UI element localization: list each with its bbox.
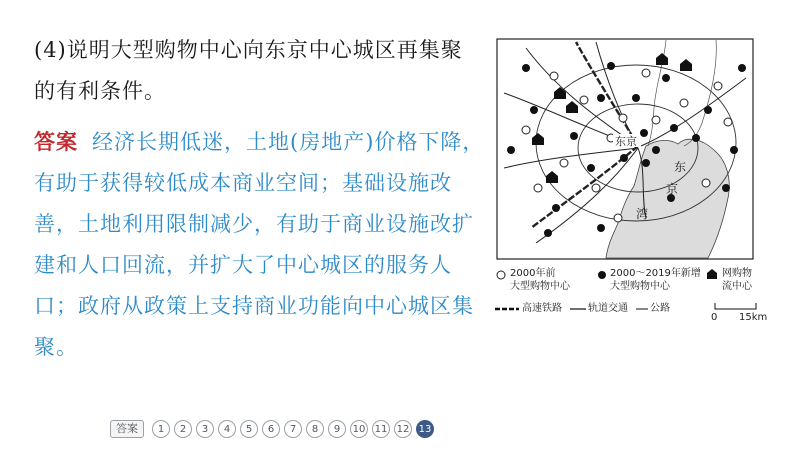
legend-pre2000-line2: 大型购物中心 bbox=[510, 281, 570, 292]
bay-char-3: 湾 bbox=[636, 207, 649, 221]
answer-block bbox=[34, 121, 489, 368]
answer-tag: 答案 bbox=[34, 129, 78, 154]
bay-char-1: 东 bbox=[674, 160, 687, 174]
hsr-line-icon bbox=[495, 305, 519, 313]
warehouse-icon bbox=[706, 268, 718, 280]
page-button-6[interactable]: 6 bbox=[262, 420, 280, 438]
page-button-12[interactable]: 12 bbox=[394, 420, 412, 438]
page-button-11[interactable]: 11 bbox=[372, 420, 390, 438]
legend-hsr: 高速铁路 bbox=[522, 303, 562, 314]
rail-line-icon bbox=[570, 305, 586, 313]
page-navigator bbox=[110, 419, 434, 439]
page-button-1[interactable]: 1 bbox=[152, 420, 170, 438]
legend-pre2000-line1: 2000年前 bbox=[510, 268, 556, 279]
road-line-icon bbox=[636, 305, 648, 313]
bay-char-2: 京 bbox=[666, 182, 679, 196]
answer-text: 经济长期低迷，土地(房地产)价格下降，有助于获得较低成本商业空间；基础设施改善，土地利用限制减少，有助于商业设施改扩建和人口回流，并扩大了中心城区的服务人口；政府从政策上支持商业功能向中心城区集聚。 bbox=[34, 130, 485, 359]
tokyo-map bbox=[496, 38, 754, 260]
city-label: 东京 bbox=[615, 135, 637, 148]
filled-circle-icon bbox=[596, 269, 608, 281]
page-button-4[interactable]: 4 bbox=[218, 420, 236, 438]
page-button-5[interactable]: 5 bbox=[240, 420, 258, 438]
page-button-8[interactable]: 8 bbox=[306, 420, 324, 438]
legend-road: 公路 bbox=[650, 303, 670, 314]
page-button-13-active[interactable]: 13 bbox=[416, 420, 434, 438]
map-legend bbox=[492, 265, 782, 327]
scale-end: 15km bbox=[739, 312, 768, 323]
page-button-2[interactable]: 2 bbox=[174, 420, 192, 438]
legend-online-line1: 网购物 bbox=[722, 268, 752, 279]
page-button-10[interactable]: 10 bbox=[350, 420, 368, 438]
answer-button[interactable]: 答案 bbox=[110, 420, 144, 438]
page-button-9[interactable]: 9 bbox=[328, 420, 346, 438]
legend-online-line2: 流中心 bbox=[722, 281, 752, 292]
legend-rail: 轨道交通 bbox=[588, 303, 628, 314]
question-text: (4)说明大型购物中心向东京中心城区再集聚的有利条件。 bbox=[34, 38, 463, 103]
scale-bar bbox=[714, 301, 758, 311]
legend-new-line2: 大型购物中心 bbox=[610, 281, 670, 292]
page-button-3[interactable]: 3 bbox=[196, 420, 214, 438]
legend-new-line1: 2000～2019年新增 bbox=[610, 268, 701, 279]
page-button-7[interactable]: 7 bbox=[284, 420, 302, 438]
scale-zero: 0 bbox=[711, 312, 718, 323]
open-circle-icon bbox=[495, 269, 507, 281]
